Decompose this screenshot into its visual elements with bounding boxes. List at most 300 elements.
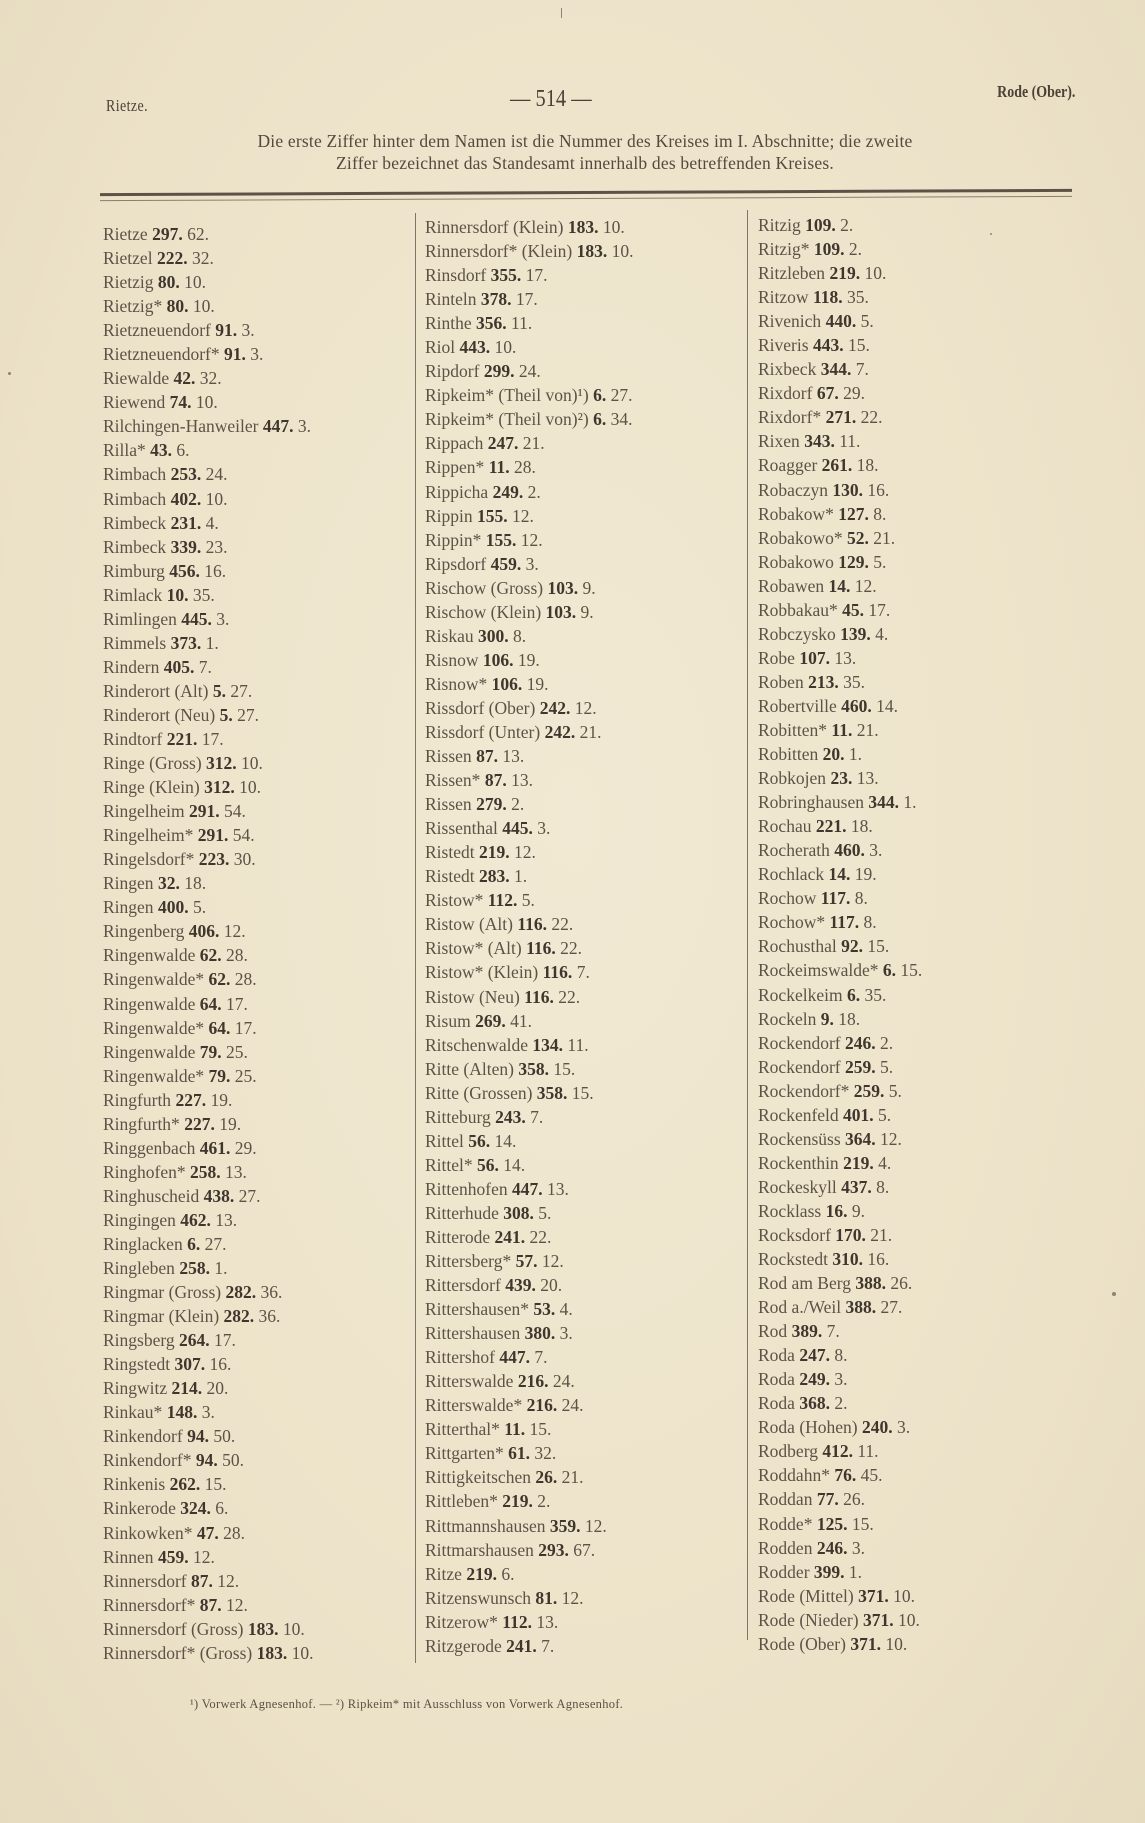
- standesamt-number: 10.: [893, 1585, 915, 1606]
- place-name: Robakowo: [758, 551, 834, 572]
- index-entry: [758, 1487, 922, 1511]
- standesamt-number: 36.: [258, 1306, 281, 1327]
- index-entry: [758, 1247, 922, 1271]
- place-name: Ringhuscheid: [103, 1185, 200, 1206]
- kreis-number: 129.: [838, 551, 869, 572]
- standesamt-number: 34.: [610, 409, 633, 430]
- kreis-number: 440.: [825, 311, 857, 332]
- place-name: Robitten*: [758, 719, 828, 740]
- place-name: Roda: [758, 1369, 795, 1390]
- place-name: Ritterode: [425, 1226, 491, 1247]
- index-entry: [758, 478, 922, 502]
- kreis-number: 61.: [508, 1443, 530, 1464]
- kreis-number: 91.: [224, 344, 246, 365]
- standesamt-number: 13.: [225, 1161, 247, 1182]
- standesamt-number: 3.: [297, 416, 312, 437]
- index-entry: [425, 1586, 634, 1610]
- standesamt-number: 24.: [518, 361, 541, 382]
- kreis-number: 116.: [542, 962, 573, 983]
- place-name: Ritze: [425, 1563, 462, 1584]
- place-name: Rochlack: [758, 864, 825, 885]
- index-entry: [103, 1328, 313, 1352]
- index-entry: [103, 1016, 313, 1040]
- standesamt-number: 41.: [510, 1010, 532, 1031]
- standesamt-number: 4.: [878, 1152, 892, 1173]
- place-name: Rittenhofen: [425, 1178, 508, 1199]
- standesamt-number: 18.: [850, 816, 873, 837]
- place-name: Rippicha: [425, 481, 489, 502]
- standesamt-number: 12.: [223, 921, 246, 942]
- kreis-number: 10.: [166, 584, 189, 605]
- standesamt-number: 17.: [225, 993, 248, 1014]
- standesamt-number: 19.: [854, 864, 877, 885]
- index-entry: [425, 1297, 634, 1321]
- standesamt-number: 26.: [890, 1273, 913, 1294]
- kreis-number: 6.: [882, 960, 897, 981]
- place-name: Ritterthal*: [425, 1419, 500, 1440]
- kreis-number: 117.: [820, 888, 851, 909]
- standesamt-number: 26.: [843, 1489, 865, 1510]
- kreis-number: 87.: [199, 1594, 222, 1615]
- kreis-number: 246.: [845, 1032, 876, 1053]
- standesamt-number: 17.: [234, 1017, 257, 1038]
- index-entry: [758, 598, 922, 622]
- kreis-number: 443.: [812, 335, 844, 356]
- index-entry: [425, 1538, 634, 1562]
- standesamt-number: 54.: [224, 801, 246, 822]
- place-name: Rinkendorf: [103, 1426, 183, 1447]
- standesamt-number: 8.: [876, 1176, 890, 1197]
- kreis-number: 183.: [247, 1618, 279, 1639]
- index-entry: [758, 1560, 922, 1584]
- standesamt-number: 3.: [537, 818, 551, 839]
- place-name: Rietzel: [103, 248, 153, 269]
- place-name: Ristedt: [425, 842, 475, 863]
- index-entry: [425, 888, 634, 912]
- place-name: Ringhofen*: [103, 1161, 186, 1182]
- kreis-number: 312.: [206, 753, 237, 774]
- index-entry: [758, 1223, 922, 1247]
- standesamt-number: 5.: [888, 1080, 902, 1101]
- standesamt-number: 28.: [513, 457, 536, 478]
- index-entry: [758, 237, 922, 261]
- index-entry: [425, 912, 634, 936]
- standesamt-number: 18.: [838, 1008, 861, 1029]
- place-name: Rode (Ober): [758, 1633, 846, 1654]
- kreis-number: 148.: [166, 1402, 198, 1423]
- place-name: Ringenwalde*: [103, 1017, 205, 1038]
- place-name: Rockeskyll: [758, 1176, 837, 1197]
- kreis-number: 460.: [841, 695, 872, 716]
- kreis-number: 74.: [169, 392, 192, 413]
- standesamt-number: 14.: [876, 695, 898, 716]
- standesamt-number: 15.: [851, 1513, 874, 1534]
- standesamt-number: 16.: [209, 1354, 232, 1375]
- standesamt-number: 15.: [900, 960, 923, 981]
- index-entry: [425, 600, 634, 624]
- standesamt-number: 15.: [571, 1082, 594, 1103]
- place-name: Risnow: [425, 649, 479, 670]
- kreis-number: 243.: [495, 1106, 526, 1127]
- kreis-number: 6.: [846, 984, 861, 1005]
- place-name: Ringfurth*: [103, 1113, 180, 1134]
- standesamt-number: 11.: [511, 313, 533, 334]
- index-entry: [103, 1088, 313, 1112]
- index-entry: [103, 390, 313, 414]
- standesamt-number: 35.: [192, 584, 215, 605]
- kreis-number: 107.: [799, 647, 830, 668]
- kreis-number: 443.: [459, 337, 491, 358]
- kreis-number: 80.: [157, 272, 180, 293]
- place-name: Ristow (Neu): [425, 986, 520, 1007]
- index-entry: [758, 526, 922, 550]
- index-entry: [103, 919, 313, 943]
- place-name: Ritzenswunsch: [425, 1587, 531, 1608]
- kreis-number: 222.: [156, 248, 188, 269]
- place-name: Rixdorf: [758, 383, 813, 404]
- standesamt-number: 32.: [191, 248, 214, 269]
- kreis-number: 223.: [198, 849, 230, 870]
- place-name: Rittersberg*: [425, 1251, 512, 1272]
- index-entry: [103, 462, 313, 486]
- index-entry: [103, 1352, 313, 1376]
- place-name: Robaczyn: [758, 479, 828, 500]
- index-entry: [425, 960, 634, 984]
- place-name: Robbakau*: [758, 599, 838, 620]
- kreis-number: 92.: [841, 936, 863, 957]
- standesamt-number: 19.: [210, 1089, 233, 1110]
- kreis-number: 249.: [492, 481, 524, 502]
- kreis-number: 438.: [203, 1185, 235, 1206]
- kreis-number: 11.: [488, 457, 510, 478]
- index-entry: [103, 871, 313, 895]
- index-entry: [425, 936, 634, 960]
- index-entry: [425, 648, 634, 672]
- index-entry: [103, 222, 313, 246]
- standesamt-number: 17.: [214, 1330, 236, 1351]
- kreis-number: 103.: [547, 577, 579, 598]
- kreis-number: 389.: [791, 1321, 823, 1342]
- kreis-number: 103.: [545, 601, 577, 622]
- standesamt-number: 5.: [192, 897, 207, 918]
- kreis-number: 219.: [478, 842, 510, 863]
- place-name: Ringelheim*: [103, 825, 194, 846]
- index-entry: [758, 405, 922, 429]
- index-entry: [758, 670, 922, 694]
- standesamt-number: 7.: [530, 1106, 544, 1127]
- index-entry: [103, 1040, 313, 1064]
- place-name: Rittmannshausen: [425, 1515, 546, 1536]
- index-entry: [758, 1367, 922, 1391]
- index-column-3: [758, 213, 922, 1656]
- place-name: Rimmels: [103, 632, 167, 653]
- index-entry: [103, 1400, 313, 1424]
- kreis-number: 247.: [799, 1345, 830, 1366]
- place-name: Rochusthal: [758, 936, 837, 957]
- standesamt-number: 16.: [204, 560, 227, 581]
- kreis-number: 109.: [813, 239, 845, 260]
- index-entry: [103, 511, 313, 535]
- kreis-number: 5.: [212, 680, 226, 701]
- index-entry: [758, 1103, 922, 1127]
- place-name: Roda: [758, 1393, 795, 1414]
- index-entry: [425, 1489, 634, 1513]
- place-name: Robakowo*: [758, 527, 843, 548]
- place-name: Rissenthal: [425, 818, 498, 839]
- kreis-number: 271.: [825, 407, 857, 428]
- place-name: Ripsdorf: [425, 553, 487, 574]
- standesamt-number: 2.: [834, 1393, 848, 1414]
- place-name: Ritschenwalde: [425, 1034, 529, 1055]
- kreis-number: 125.: [816, 1513, 848, 1534]
- kreis-number: 364.: [845, 1128, 876, 1149]
- kreis-number: 219.: [502, 1491, 533, 1512]
- place-name: Rinkau*: [103, 1402, 163, 1423]
- kreis-number: 371.: [850, 1633, 881, 1654]
- place-name: Ringen: [103, 897, 154, 918]
- index-entry: [758, 502, 922, 526]
- kreis-number: 247.: [487, 433, 519, 454]
- standesamt-number: 17.: [868, 599, 891, 620]
- index-entry: [758, 550, 922, 574]
- kreis-number: 11.: [831, 719, 853, 740]
- index-entry: [758, 622, 922, 646]
- place-name: Rippin*: [425, 529, 482, 550]
- place-name: Rinkerode: [103, 1498, 176, 1519]
- standesamt-number: 19.: [219, 1113, 242, 1134]
- place-name: Rilla*: [103, 440, 146, 461]
- place-name: Risnow*: [425, 673, 488, 694]
- kreis-number: 183.: [567, 217, 599, 237]
- index-entry: [758, 1343, 922, 1367]
- index-entry: [425, 864, 634, 888]
- standesamt-number: 10.: [192, 296, 215, 317]
- standesamt-number: 7.: [855, 359, 869, 380]
- index-entry: [425, 696, 634, 720]
- kreis-number: 324.: [180, 1498, 211, 1519]
- place-name: Ristow* (Klein): [425, 962, 539, 983]
- place-name: Rimbeck: [103, 512, 167, 533]
- index-entry: [425, 359, 634, 383]
- index-entry: [758, 862, 922, 886]
- place-name: Ringelsdorf*: [103, 849, 195, 870]
- standesamt-number: 15.: [553, 1058, 576, 1079]
- place-name: Ringmar (Klein): [103, 1306, 220, 1327]
- place-name: Rockendorf: [758, 1056, 841, 1077]
- index-entry: [425, 1153, 634, 1177]
- index-entry: [103, 1160, 313, 1184]
- kreis-number: 130.: [832, 479, 863, 500]
- standesamt-number: 28.: [223, 1522, 245, 1543]
- index-entry: [758, 357, 922, 381]
- place-name: Rietzig*: [103, 296, 163, 317]
- index-entry: [758, 333, 922, 357]
- kreis-number: 216.: [526, 1395, 558, 1416]
- place-name: Rinkendorf*: [103, 1450, 192, 1471]
- place-name: Rinteln: [425, 289, 477, 310]
- standesamt-number: 10.: [611, 241, 634, 262]
- place-name: Ristedt: [425, 866, 475, 887]
- index-entry: [758, 1391, 922, 1415]
- standesamt-number: 18.: [184, 873, 207, 894]
- standesamt-number: 12.: [225, 1594, 248, 1615]
- index-entry: [425, 720, 634, 744]
- column-divider-2: [747, 210, 748, 1640]
- kreis-number: 64.: [199, 993, 222, 1014]
- place-name: Rixen: [758, 431, 800, 452]
- kreis-number: 43.: [150, 440, 173, 461]
- place-name: Rockelkeim: [758, 984, 843, 1005]
- kreis-number: 112.: [487, 890, 518, 911]
- kreis-number: 368.: [799, 1393, 830, 1414]
- index-entry: [103, 1064, 313, 1088]
- kreis-number: 259.: [853, 1080, 885, 1101]
- kreis-number: 310.: [832, 1249, 863, 1270]
- kreis-number: 299.: [483, 361, 515, 382]
- kreis-number: 227.: [175, 1089, 207, 1110]
- kreis-number: 400.: [157, 897, 189, 918]
- kreis-number: 47.: [196, 1522, 219, 1543]
- kreis-number: 447.: [262, 416, 294, 437]
- index-entry: [758, 886, 922, 910]
- kreis-number: 445.: [181, 608, 212, 629]
- standesamt-number: 24.: [205, 464, 228, 485]
- kreis-number: 134.: [532, 1034, 564, 1055]
- standesamt-number: 4.: [559, 1299, 573, 1320]
- index-entry: [103, 679, 313, 703]
- standesamt-number: 13.: [215, 1209, 238, 1230]
- place-name: Rockendorf*: [758, 1080, 850, 1101]
- standesamt-number: 19.: [517, 649, 540, 670]
- place-name: Ringlacken: [103, 1233, 183, 1254]
- standesamt-number: 5.: [873, 551, 887, 572]
- place-name: Roagger: [758, 455, 818, 476]
- standesamt-number: 22.: [558, 986, 581, 1007]
- place-name: Robitten: [758, 744, 819, 765]
- place-name: Rinnersdorf (Klein): [425, 217, 564, 237]
- place-name: Rischow (Klein): [425, 601, 542, 622]
- index-entry: [103, 342, 313, 366]
- index-entry: [758, 1584, 922, 1608]
- place-name: Rittel*: [425, 1154, 473, 1175]
- place-name: Riol: [425, 337, 456, 358]
- index-entry: [103, 847, 313, 871]
- kreis-number: 106.: [491, 673, 523, 694]
- standesamt-number: 27.: [230, 680, 253, 701]
- index-entry: [425, 792, 634, 816]
- kreis-number: 356.: [476, 313, 507, 334]
- kreis-number: 355.: [490, 265, 522, 286]
- place-name: Roddan: [758, 1489, 813, 1510]
- index-entry: [425, 1393, 634, 1417]
- place-name: Rixdorf*: [758, 407, 822, 428]
- standesamt-number: 23.: [205, 536, 228, 557]
- place-name: Rietzneuendorf*: [103, 344, 220, 365]
- kreis-number: 241.: [494, 1226, 526, 1247]
- standesamt-number: 67.: [573, 1539, 596, 1560]
- kreis-number: 116.: [524, 986, 554, 1007]
- kreis-number: 241.: [506, 1635, 537, 1656]
- standesamt-number: 35.: [843, 671, 865, 692]
- standesamt-number: 1.: [214, 1258, 228, 1279]
- place-name: Rochow*: [758, 912, 826, 933]
- kreis-number: 447.: [512, 1178, 543, 1199]
- standesamt-number: 12.: [574, 697, 597, 718]
- standesamt-number: 10.: [205, 488, 228, 509]
- index-entry: [758, 1271, 922, 1295]
- index-entry: [425, 311, 634, 335]
- index-entry: [425, 1417, 634, 1441]
- standesamt-number: 12.: [584, 1515, 607, 1536]
- place-name: Rinthe: [425, 313, 472, 334]
- standesamt-number: 8.: [873, 503, 887, 524]
- place-name: Rimlingen: [103, 608, 177, 629]
- place-name: Rocksdorf: [758, 1224, 831, 1245]
- place-name: Rittersdorf: [425, 1275, 501, 1296]
- index-entry: [758, 1415, 922, 1439]
- place-name: Rinnersdorf* (Gross): [103, 1642, 253, 1663]
- standesamt-number: 1.: [903, 792, 917, 813]
- place-name: Rimbeck: [103, 536, 167, 557]
- place-name: Robawen: [758, 575, 825, 596]
- kreis-number: 62.: [208, 969, 231, 990]
- index-entry: [103, 366, 313, 390]
- place-name: Ripkeim* (Theil von)²): [425, 409, 589, 430]
- standesamt-number: 21.: [873, 527, 896, 548]
- kreis-number: 402.: [170, 488, 202, 509]
- place-name: Rissen: [425, 794, 472, 815]
- place-name: Rittel: [425, 1130, 464, 1151]
- place-name: Ristow*: [425, 890, 484, 911]
- kreis-number: 67.: [816, 383, 839, 404]
- kreis-number: 183.: [256, 1642, 288, 1663]
- kreis-number: 117.: [829, 912, 860, 933]
- kreis-number: 80.: [166, 296, 189, 317]
- index-entry: [103, 246, 313, 270]
- kreis-number: 445.: [502, 818, 533, 839]
- standesamt-number: 13.: [856, 768, 879, 789]
- standesamt-number: 29.: [234, 1137, 257, 1158]
- standesamt-number: 21.: [522, 433, 545, 454]
- standesamt-number: 10.: [282, 1618, 305, 1639]
- standesamt-number: 15.: [847, 335, 870, 356]
- index-entry: [103, 535, 313, 559]
- standesamt-number: 28.: [234, 969, 257, 990]
- kreis-number: 6.: [593, 385, 607, 406]
- standesamt-number: 17.: [515, 289, 538, 310]
- standesamt-number: 9.: [580, 601, 594, 622]
- kreis-number: 262.: [169, 1474, 201, 1495]
- standesamt-number: 12.: [520, 529, 543, 550]
- standesamt-number: 5.: [880, 1056, 894, 1077]
- standesamt-number: 15.: [204, 1474, 227, 1495]
- paper-speck: [8, 372, 11, 375]
- place-name: Rietzneuendorf: [103, 320, 211, 341]
- place-name: Rochau: [758, 816, 812, 837]
- place-name: Rinsdorf: [425, 265, 487, 286]
- place-name: Ripkeim* (Theil von)¹): [425, 385, 589, 406]
- kreis-number: 56.: [477, 1154, 499, 1175]
- place-name: Rockeimswalde*: [758, 960, 879, 981]
- place-name: Robertville: [758, 695, 837, 716]
- kreis-number: 460.: [834, 840, 865, 861]
- index-entry: [425, 1177, 634, 1201]
- place-name: Ritzig*: [758, 239, 810, 260]
- place-name: Rimbach: [103, 464, 167, 485]
- index-entry: [103, 1545, 313, 1569]
- standesamt-number: 3.: [834, 1369, 848, 1390]
- place-name: Ritzgerode: [425, 1635, 502, 1656]
